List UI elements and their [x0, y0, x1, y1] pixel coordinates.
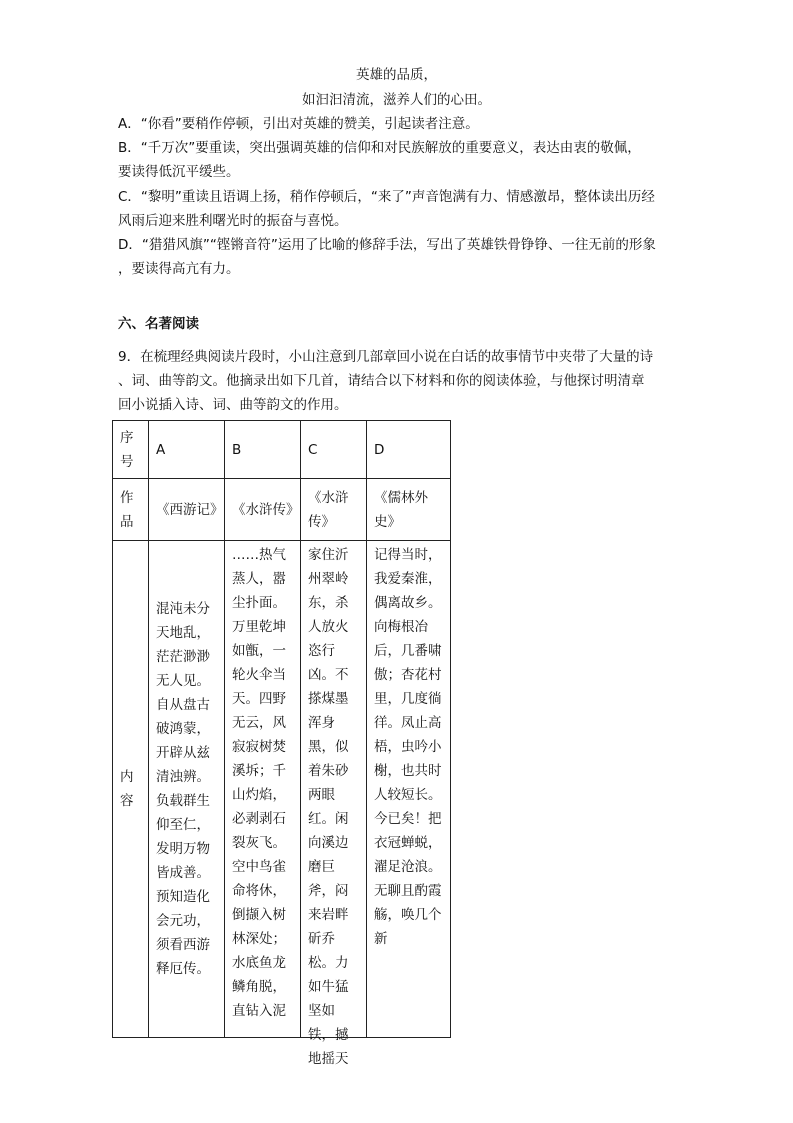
table-row-content — [113, 541, 451, 1038]
col-header-b: B — [225, 421, 301, 479]
section-heading: 六、名著阅读 — [118, 316, 199, 332]
option-d-line-1: D．“猎猎风旗”“铿锵音符”运用了比喻的修辞手法，写出了英雄铁骨铮铮、一往无前的形象 — [118, 237, 656, 253]
content-b: ……热气蒸人，嚣尘扑面。万里乾坤如甑，一轮火伞当天。四野无云，风寂寂树焚溪坼；千山灼焰，必剥剥石裂灰飞。空中鸟雀命将休，倒撷入树林深处；水底鱼龙鳞角脱，直钻入泥 — [232, 547, 286, 1019]
works-table — [112, 420, 451, 1067]
col-header-a: A — [149, 421, 225, 479]
content-c-cell — [301, 541, 367, 1067]
option-a: A．“你看”要稍作停顿，引出对英雄的赞美，引起读者注意。 — [118, 116, 479, 132]
col-header-d: D — [367, 421, 451, 479]
work-d: 《儒林外史》 — [367, 479, 451, 541]
work-b: 《水浒传》 — [225, 479, 301, 541]
work-a: 《西游记》 — [149, 479, 225, 541]
row-label-works: 作品 — [113, 479, 149, 541]
row-label-serial: 序号 — [113, 421, 149, 479]
content-c: 家住沂州翠岭东，杀人放火恣行凶。不搽煤墨浑身黑，似着朱砂两眼红。闲向溪边磨巨斧，闷来岩畔斫乔松。力如牛猛坚如铁，撼地摇天 — [308, 547, 349, 1067]
option-b-line-2: 要读得低沉平缓些。 — [118, 164, 240, 180]
option-b-line-1: B．“千万次”要重读，突出强调英雄的信仰和对民族解放的重要意义，表达由衷的敬佩， — [118, 140, 641, 156]
question-line-3: 回小说插入诗、词、曲等韵文的作用。 — [118, 397, 348, 413]
option-c-line-1: C．“黎明”重读且语调上扬，稍作停顿后，“来了”声音饱满有力、情感激昂，整体读出历经 — [118, 189, 655, 205]
table-row-header — [113, 421, 451, 479]
row-label-content: 内容 — [113, 541, 149, 1038]
work-c: 《水浒传》 — [301, 479, 367, 541]
col-header-c: C — [301, 421, 367, 479]
poem-line-2: 如汩汩清流，滋养人们的心田。 — [302, 92, 491, 108]
question-line-2: 、词、曲等韵文。他摘录出如下几首，请结合以下材料和你的阅读体验，与他探讨明清章 — [118, 373, 645, 389]
content-b-cell — [225, 541, 301, 1038]
content-d-cell — [367, 541, 451, 1038]
table-row-works — [113, 479, 451, 541]
option-d-line-2: ，要读得高亢有力。 — [118, 261, 240, 277]
option-c-line-2: 风雨后迎来胜利曙光时的振奋与喜悦。 — [118, 213, 348, 229]
question-line-1: 9．在梳理经典阅读片段时，小山注意到几部章回小说在白话的故事情节中夹带了大量的诗 — [118, 349, 654, 365]
content-a: 混沌未分天地乱，茫茫渺渺无人见。自从盘古破鸿蒙，开辟从兹清浊辨。负载群生仰至仁，发明万物皆成善。预知造化会元功，须看西游释厄传。 — [149, 541, 225, 1038]
content-d: 记得当时，我爱秦淮，偶离故乡。向梅根冶后，几番啸傲；杏花村里，几度徜徉。凤止高梧，虫吟小榭，也共时人较短长。今已矣！把衣冠蝉蜕，濯足沧浪。无聊且酌霞觞，唤几个新 — [374, 547, 442, 947]
poem-line-1: 英雄的品质， — [356, 67, 437, 83]
